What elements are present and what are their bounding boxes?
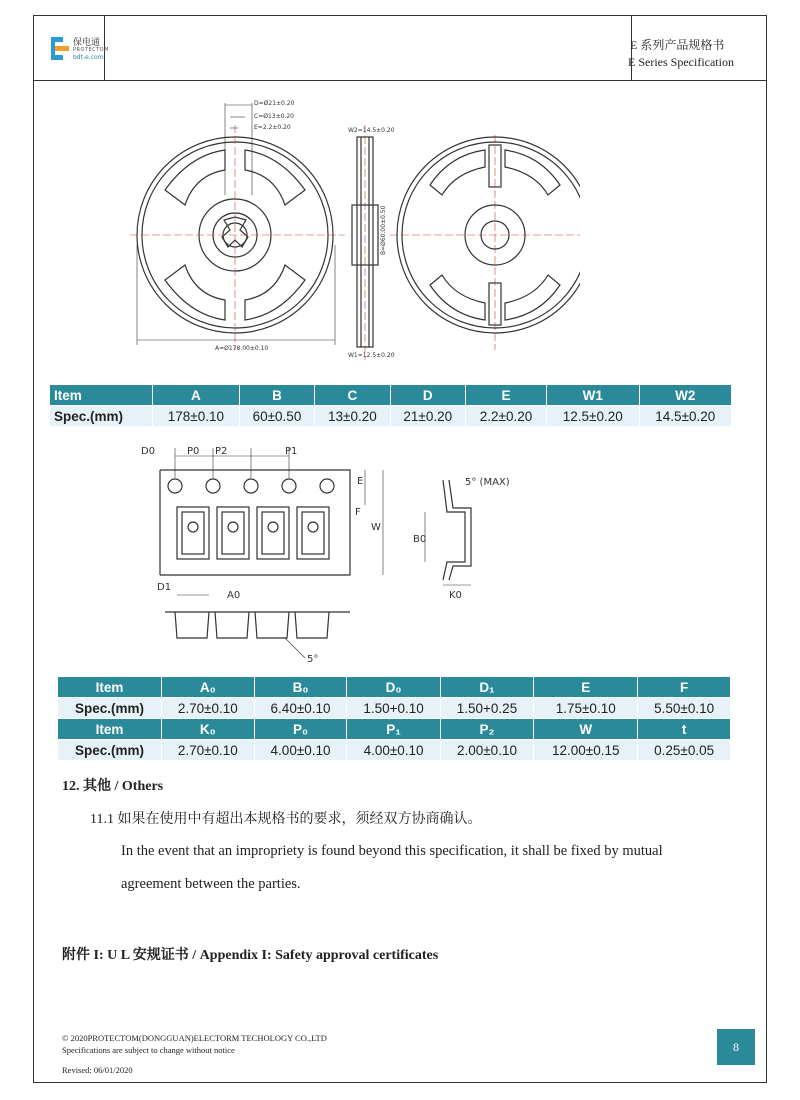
header-title-en: E Series Specification xyxy=(628,55,734,69)
logo-text-cn: 保电通 xyxy=(73,38,101,48)
table-cell: 1.50+0.25 xyxy=(440,698,533,719)
tape-table-1-header xyxy=(58,677,731,698)
table-cell: 4.00±0.10 xyxy=(254,740,347,761)
tape-label: 5° (MAX) xyxy=(465,477,510,488)
footer-copyright: © 2020PROTECTOM(DONGGUAN)ELECTORM TECHOLOGY CO.,LTD xyxy=(62,1033,327,1043)
logo-text-en: PROTECTOM xyxy=(73,47,109,53)
table-cell: 1.75±0.10 xyxy=(534,698,638,719)
section-item-en-line2: agreement between the parties. xyxy=(121,876,301,892)
tape-table-2-header xyxy=(58,719,731,740)
table-cell: 1.50+0.10 xyxy=(347,698,440,719)
logo-cell xyxy=(33,15,109,81)
table-cell: 0.25±0.05 xyxy=(638,740,731,761)
reel-spec-table xyxy=(49,384,732,427)
tape-label: P1 xyxy=(285,446,298,457)
dim-a-label: A=Ø178.00±0.10 xyxy=(215,345,269,352)
table-header-cell: F xyxy=(638,677,731,698)
table-cell: 13±0.20 xyxy=(315,406,390,427)
tape-label: P2 xyxy=(215,446,228,457)
page-number: 8 xyxy=(717,1029,755,1065)
table-header-cell: D₁ xyxy=(440,677,533,698)
table-header-cell: B₀ xyxy=(254,677,347,698)
reel-table-header xyxy=(50,385,732,406)
dim-c-label: C=Ø13±0.20 xyxy=(254,113,294,120)
section-item-cn: 11.1 如果在使用中有超出本规格书的要求，须经双方协商确认。 xyxy=(90,812,482,827)
table-header-cell: W xyxy=(534,719,638,740)
table-header-cell: Item xyxy=(58,677,162,698)
tape-label: F xyxy=(355,507,361,518)
tape-spec-table-1 xyxy=(57,676,731,761)
table-cell: 6.40±0.10 xyxy=(254,698,347,719)
appendix-title: 附件 I: U L 安规证书 / Appendix I: Safety approval certificates xyxy=(62,948,439,963)
table-header-cell: D₀ xyxy=(347,677,440,698)
table-cell: 14.5±0.20 xyxy=(639,406,732,427)
table-header-cell: A₀ xyxy=(162,677,255,698)
table-header-cell: P₀ xyxy=(254,719,347,740)
table-header-cell: D xyxy=(390,385,465,406)
tape-label: W xyxy=(371,522,381,533)
table-header-cell: Item xyxy=(50,385,153,406)
table-cell: 60±0.50 xyxy=(239,406,314,427)
dim-d-label: D=Ø21±0.20 xyxy=(254,100,295,107)
table-cell: 5.50±0.10 xyxy=(638,698,731,719)
tape-label: B0 xyxy=(413,534,427,545)
table-cell: 2.00±0.10 xyxy=(440,740,533,761)
table-header-cell: P₂ xyxy=(440,719,533,740)
table-header-cell: t xyxy=(638,719,731,740)
row-label: Spec.(mm) xyxy=(58,698,162,719)
section-title: 12. 其他 / Others xyxy=(62,779,164,794)
company-logo-icon xyxy=(51,37,69,61)
table-row xyxy=(58,698,731,719)
table-header-cell: E xyxy=(534,677,638,698)
row-label: Spec.(mm) xyxy=(50,406,153,427)
tape-drawing xyxy=(135,440,535,670)
tape-label: D0 xyxy=(141,446,156,457)
table-header-cell: W1 xyxy=(547,385,639,406)
table-cell: 21±0.20 xyxy=(390,406,465,427)
table-cell: 12.00±0.15 xyxy=(534,740,638,761)
table-row xyxy=(50,406,732,427)
table-cell: 2.2±0.20 xyxy=(465,406,546,427)
header-spacer xyxy=(105,15,632,81)
row-label: Spec.(mm) xyxy=(58,740,162,761)
tape-label: K0 xyxy=(449,590,462,601)
dim-w1-label: W1=12.5±0.20 xyxy=(348,352,395,359)
footer-revised: Revised: 06/01/2020 xyxy=(62,1065,133,1075)
table-cell: 178±0.10 xyxy=(153,406,240,427)
table-header-cell: K₀ xyxy=(162,719,255,740)
table-header-cell: C xyxy=(315,385,390,406)
table-header-cell: Item xyxy=(58,719,162,740)
reel-drawing xyxy=(130,95,580,365)
table-header-cell: E xyxy=(465,385,546,406)
table-cell: 2.70±0.10 xyxy=(162,740,255,761)
logo-url: bdt-e.com xyxy=(73,54,104,61)
dim-b-label: B=Ø60.00±0.50 xyxy=(380,205,387,255)
table-header-cell: A xyxy=(153,385,240,406)
tape-label: D1 xyxy=(157,582,172,593)
tape-label: 5° xyxy=(307,654,319,665)
table-header-cell: W2 xyxy=(639,385,732,406)
header-title-cn: E 系列产品规格书 xyxy=(630,38,725,52)
table-header-cell: P₁ xyxy=(347,719,440,740)
table-header-cell: B xyxy=(239,385,314,406)
tape-label: P0 xyxy=(187,446,200,457)
dim-w2-label: W2=14.5±0.20 xyxy=(348,127,395,134)
table-cell: 2.70±0.10 xyxy=(162,698,255,719)
tape-label: A0 xyxy=(227,590,241,601)
table-cell: 12.5±0.20 xyxy=(547,406,639,427)
section-item-en-line1: In the event that an impropriety is found beyond this specification, it shall be fixed by mutual xyxy=(121,843,663,859)
dim-e-label: E=2.2±0.20 xyxy=(254,124,291,131)
table-row xyxy=(58,740,731,761)
tape-label: E xyxy=(357,476,364,487)
footer-notice: Specifications are subject to change without notice xyxy=(62,1045,235,1055)
table-cell: 4.00±0.10 xyxy=(347,740,440,761)
